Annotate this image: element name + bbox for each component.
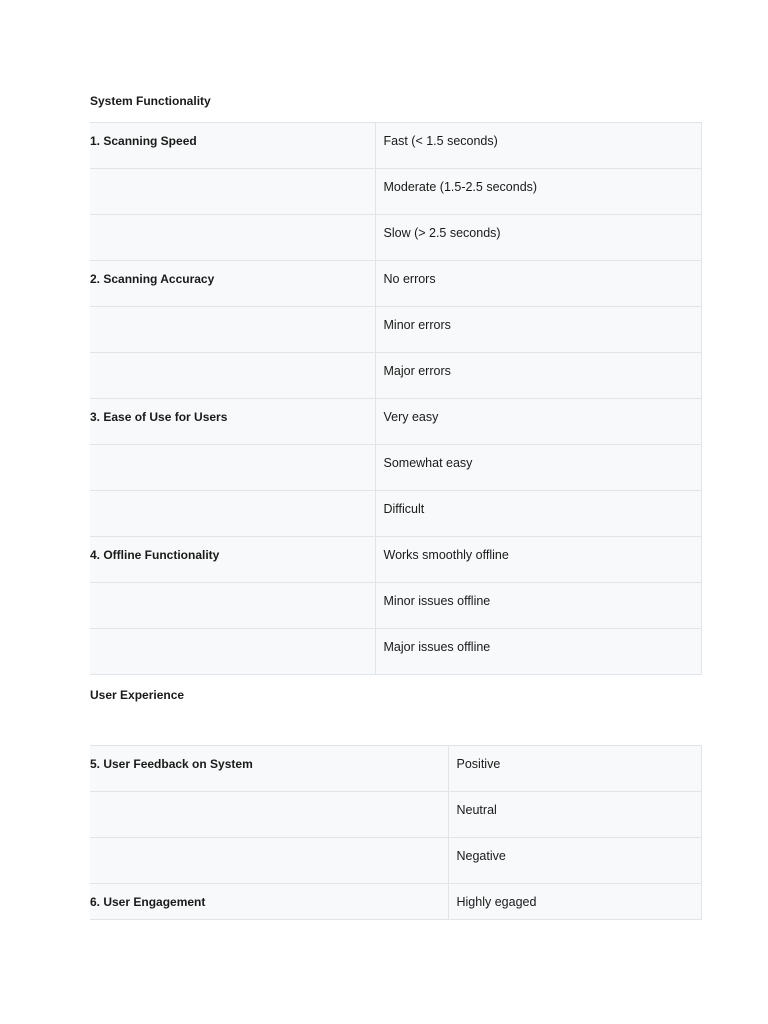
option-cell: Very easy (375, 399, 701, 445)
table-row (90, 169, 701, 215)
option-cell: Minor errors (375, 307, 701, 353)
option-cell: Fast (< 1.5 seconds) (375, 123, 701, 169)
criterion-cell (90, 169, 375, 215)
criterion-cell: 1. Scanning Speed (90, 123, 375, 169)
system-functionality-table (90, 122, 702, 675)
criterion-cell (90, 215, 375, 261)
option-cell: Major issues offline (375, 629, 701, 675)
table-row (90, 583, 701, 629)
criterion-cell: 5. User Feedback on System (90, 746, 448, 792)
criterion-cell (90, 491, 375, 537)
table-row (90, 123, 701, 169)
section-title-system-functionality: System Functionality (90, 94, 211, 108)
criterion-cell: 2. Scanning Accuracy (90, 261, 375, 307)
option-cell: Highly egaged (448, 884, 701, 920)
user-experience-table (90, 745, 702, 920)
table-row (90, 629, 701, 675)
table-row (90, 491, 701, 537)
criterion-cell (90, 445, 375, 491)
option-cell: Neutral (448, 792, 701, 838)
option-cell: Somewhat easy (375, 445, 701, 491)
table-row (90, 215, 701, 261)
table-row (90, 445, 701, 491)
option-cell: Difficult (375, 491, 701, 537)
criterion-cell (90, 838, 448, 884)
criterion-cell (90, 792, 448, 838)
option-cell: Major errors (375, 353, 701, 399)
table-row (90, 792, 701, 838)
table-row (90, 884, 701, 920)
criterion-cell: 3. Ease of Use for Users (90, 399, 375, 445)
table-row (90, 838, 701, 884)
option-cell: Works smoothly offline (375, 537, 701, 583)
table-row (90, 307, 701, 353)
criterion-cell: 4. Offline Functionality (90, 537, 375, 583)
option-cell: Negative (448, 838, 701, 884)
table-row (90, 537, 701, 583)
table-row (90, 353, 701, 399)
criterion-cell (90, 629, 375, 675)
criterion-cell (90, 353, 375, 399)
criterion-cell: 6. User Engagement (90, 884, 448, 920)
option-cell: Minor issues offline (375, 583, 701, 629)
section-title-user-experience: User Experience (90, 688, 185, 702)
option-cell: No errors (375, 261, 701, 307)
table-row (90, 746, 701, 792)
option-cell: Moderate (1.5-2.5 seconds) (375, 169, 701, 215)
criterion-cell (90, 307, 375, 353)
option-cell: Positive (448, 746, 701, 792)
option-cell: Slow (> 2.5 seconds) (375, 215, 701, 261)
criterion-cell (90, 583, 375, 629)
table-row (90, 399, 701, 445)
table-row (90, 261, 701, 307)
